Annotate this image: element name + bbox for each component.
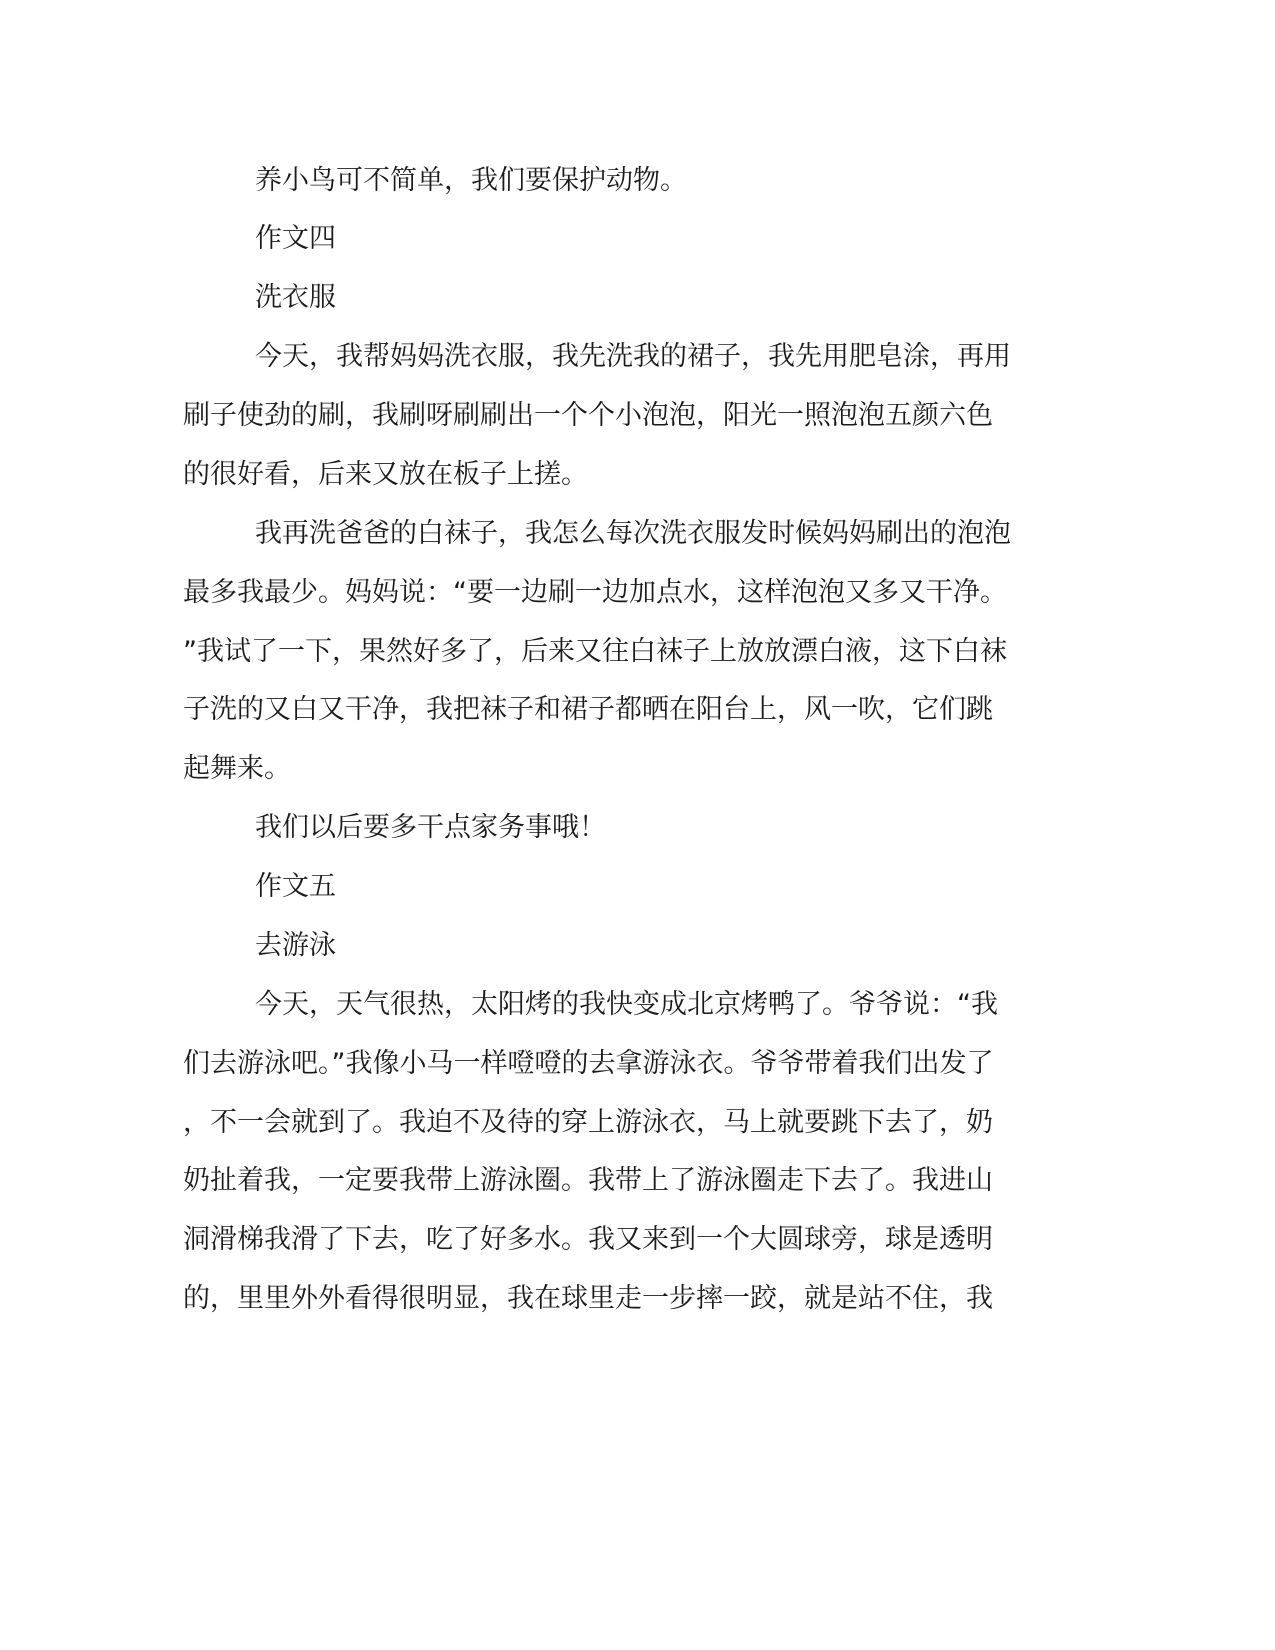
essay-heading: 作文五 xyxy=(255,871,336,902)
text-line: 子洗的又白又干净，我把袜子和裙子都晒在阳台上，风一吹，它们跳 xyxy=(183,694,993,725)
essay-title: 洗衣服 xyxy=(255,282,336,313)
text-line: 的很好看，后来又放在板子上搓。 xyxy=(183,459,588,490)
text-line: 刷子使劲的刷，我刷呀刷刷出一个个小泡泡，阳光一照泡泡五颜六色 xyxy=(183,400,993,431)
text-line: 起舞来。 xyxy=(183,753,291,784)
text-line: 奶扯着我，一定要我带上游泳圈。我带上了游泳圈走下去了。我进山 xyxy=(183,1165,993,1196)
text-line: ”我试了一下，果然好多了，后来又往白袜子上放放漂白液，这下白袜 xyxy=(183,636,1007,667)
text-line: 今天，天气很热，太阳烤的我快变成北京烤鸭了。爷爷说：“我 xyxy=(255,989,998,1020)
essay-heading: 作文四 xyxy=(255,223,336,254)
text-line: 的，里里外外看得很明显，我在球里走一步摔一跤，就是站不住，我 xyxy=(183,1283,993,1314)
text-line: 我再洗爸爸的白袜子，我怎么每次洗衣服发时候妈妈刷出的泡泡 xyxy=(255,518,1011,549)
text-line: 养小鸟可不简单，我们要保护动物。 xyxy=(255,165,687,196)
text-line: 们去游泳吧。”我像小马一样噔噔的去拿游泳衣。爷爷带着我们出发了 xyxy=(183,1048,994,1079)
text-line: 洞滑梯我滑了下去，吃了好多水。我又来到一个大圆球旁，球是透明 xyxy=(183,1224,993,1255)
text-line: 我们以后要多干点家务事哦！ xyxy=(255,812,606,843)
text-line: ，不一会就到了。我迫不及待的穿上游泳衣，马上就要跳下去了，奶 xyxy=(183,1107,993,1138)
text-line: 今天，我帮妈妈洗衣服，我先洗我的裙子，我先用肥皂涂，再用 xyxy=(255,341,1011,372)
essay-title: 去游泳 xyxy=(255,930,336,961)
text-line: 最多我最少。妈妈说：“要一边刷一边加点水，这样泡泡又多又干净。 xyxy=(183,577,1007,608)
